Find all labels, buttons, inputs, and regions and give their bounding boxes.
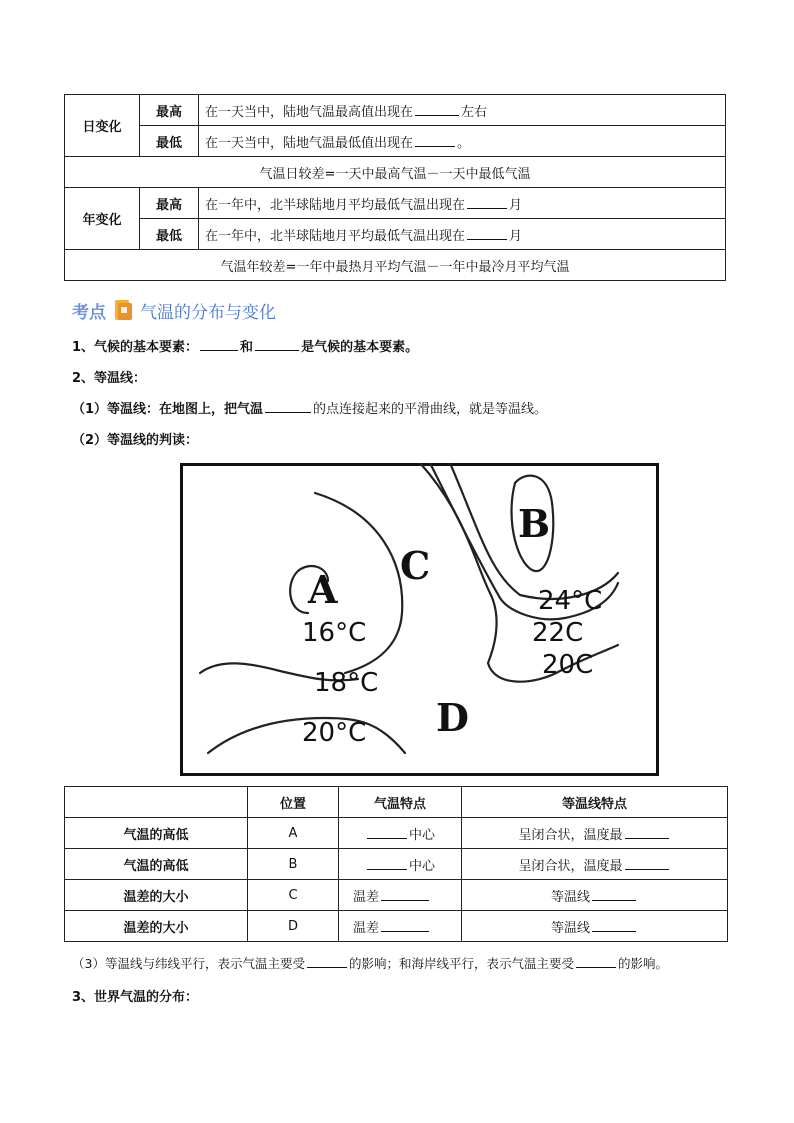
table-cell: A (248, 818, 339, 849)
table-cell: 温差的大小 (65, 880, 248, 911)
section-title: 气温的分布与变化 (140, 302, 276, 323)
table-row (65, 818, 728, 849)
table-row (65, 95, 726, 126)
row-subcategory: 最高 (140, 95, 199, 126)
table-cell (199, 126, 726, 157)
cell-text: 在一天当中，陆地气温最低值出现在 (205, 135, 414, 151)
table-cell: C (248, 880, 339, 911)
row-subcategory: 最高 (140, 188, 199, 219)
cell-text: 在一天当中，陆地气温最高值出现在 (205, 104, 414, 120)
text: （1）等温线：在地图上，把气温 (72, 402, 264, 417)
table-cell (462, 880, 728, 911)
fill-blank[interactable] (592, 919, 636, 932)
cell-text: 月 (509, 228, 523, 244)
isotherm-map (180, 463, 660, 777)
cell-text: 。 (457, 135, 471, 151)
section-label: 考点 (72, 302, 106, 323)
table-cell (199, 95, 726, 126)
table-cell (339, 849, 462, 880)
question-1 (72, 336, 418, 355)
row-category: 年变化 (65, 188, 140, 250)
header-cell: 位置 (248, 787, 339, 818)
table-row (65, 911, 728, 942)
label-c: C (400, 543, 431, 588)
fill-blank[interactable] (381, 888, 429, 901)
cell-text: 月 (509, 197, 523, 213)
header-cell (65, 787, 248, 818)
formula-cell: 气温日较差=一天中最高气温－一天中最低气温 (65, 157, 726, 188)
table-row (65, 157, 726, 188)
row-category: 日变化 (65, 95, 140, 157)
table-cell: B (248, 849, 339, 880)
temperature-change-table (64, 94, 726, 281)
fill-blank[interactable] (367, 826, 407, 839)
header-cell: 等温线特点 (462, 787, 728, 818)
table-cell: D (248, 911, 339, 942)
fill-blank[interactable] (467, 196, 507, 209)
fill-blank[interactable] (576, 955, 616, 968)
text: 的影响。 (617, 956, 668, 971)
text: 温差 (353, 889, 380, 905)
text: 等温线 (550, 889, 590, 905)
text: 的影响；和海岸线平行，表示气温主要受 (348, 956, 574, 971)
fill-blank[interactable] (625, 857, 669, 870)
text: 和 (240, 340, 254, 355)
temp-label: 18°C (314, 668, 379, 698)
fill-blank[interactable] (265, 400, 311, 413)
temp-label: 24°C (538, 586, 603, 616)
isotherm-reading-table (64, 786, 728, 942)
fill-blank[interactable] (200, 338, 238, 351)
text: 等温线 (550, 920, 590, 936)
table-row (65, 188, 726, 219)
fill-blank[interactable] (381, 919, 429, 932)
label-b: B (518, 501, 551, 546)
table-cell (199, 188, 726, 219)
label-a: A (308, 567, 338, 612)
header-cell: 气温特点 (339, 787, 462, 818)
table-cell: 温差的大小 (65, 911, 248, 942)
table-header-row (65, 787, 728, 818)
table-row (65, 126, 726, 157)
fill-blank[interactable] (307, 955, 347, 968)
row-subcategory: 最低 (140, 219, 199, 250)
table-cell: 气温的高低 (65, 818, 248, 849)
table-cell (462, 911, 728, 942)
cell-text: 在一年中，北半球陆地月平均最低气温出现在 (205, 228, 466, 244)
fill-blank[interactable] (367, 857, 407, 870)
table-cell (339, 911, 462, 942)
label-d: D (436, 695, 469, 740)
formula-cell: 气温年较差=一年中最热月平均气温－一年中最冷月平均气温 (65, 250, 726, 281)
cell-text: 左右 (461, 104, 488, 120)
question-2: 2、等温线： (72, 371, 147, 386)
table-row (65, 880, 728, 911)
text: 温差 (353, 920, 380, 936)
question-2-3 (72, 954, 668, 972)
fill-blank[interactable] (592, 888, 636, 901)
table-cell (199, 219, 726, 250)
table-cell: 气温的高低 (65, 849, 248, 880)
text: 中心 (408, 858, 435, 874)
text: 呈闭合状，温度最 (518, 827, 623, 843)
fill-blank[interactable] (467, 227, 507, 240)
text: 呈闭合状，温度最 (518, 858, 623, 874)
question-2-2: （2）等温线的判读： (72, 433, 199, 448)
table-row (65, 219, 726, 250)
text: （3）等温线与纬线平行，表示气温主要受 (72, 956, 305, 971)
table-cell (462, 849, 728, 880)
cell-text: 在一年中，北半球陆地月平均最低气温出现在 (205, 197, 466, 213)
temp-label: 20C (542, 650, 594, 680)
table-cell (339, 880, 462, 911)
temp-label: 16°C (302, 618, 367, 648)
row-subcategory: 最低 (140, 126, 199, 157)
text: 是气候的基本要素。 (301, 340, 419, 355)
table-cell (462, 818, 728, 849)
temp-label: 22C (532, 618, 584, 648)
table-row (65, 250, 726, 281)
text: 1、气候的基本要素： (72, 340, 199, 355)
section-heading (72, 298, 276, 322)
question-3: 3、世界气温的分布： (72, 990, 199, 1005)
table-row (65, 849, 728, 880)
book-icon (112, 298, 134, 322)
fill-blank[interactable] (415, 103, 459, 116)
temp-label: 20°C (302, 718, 367, 748)
text: 的点连接起来的平滑曲线，就是等温线。 (313, 402, 548, 417)
fill-blank[interactable] (415, 134, 455, 147)
fill-blank[interactable] (625, 826, 669, 839)
question-2-1 (72, 398, 547, 417)
table-cell (339, 818, 462, 849)
text: 中心 (408, 827, 435, 843)
fill-blank[interactable] (255, 338, 299, 351)
